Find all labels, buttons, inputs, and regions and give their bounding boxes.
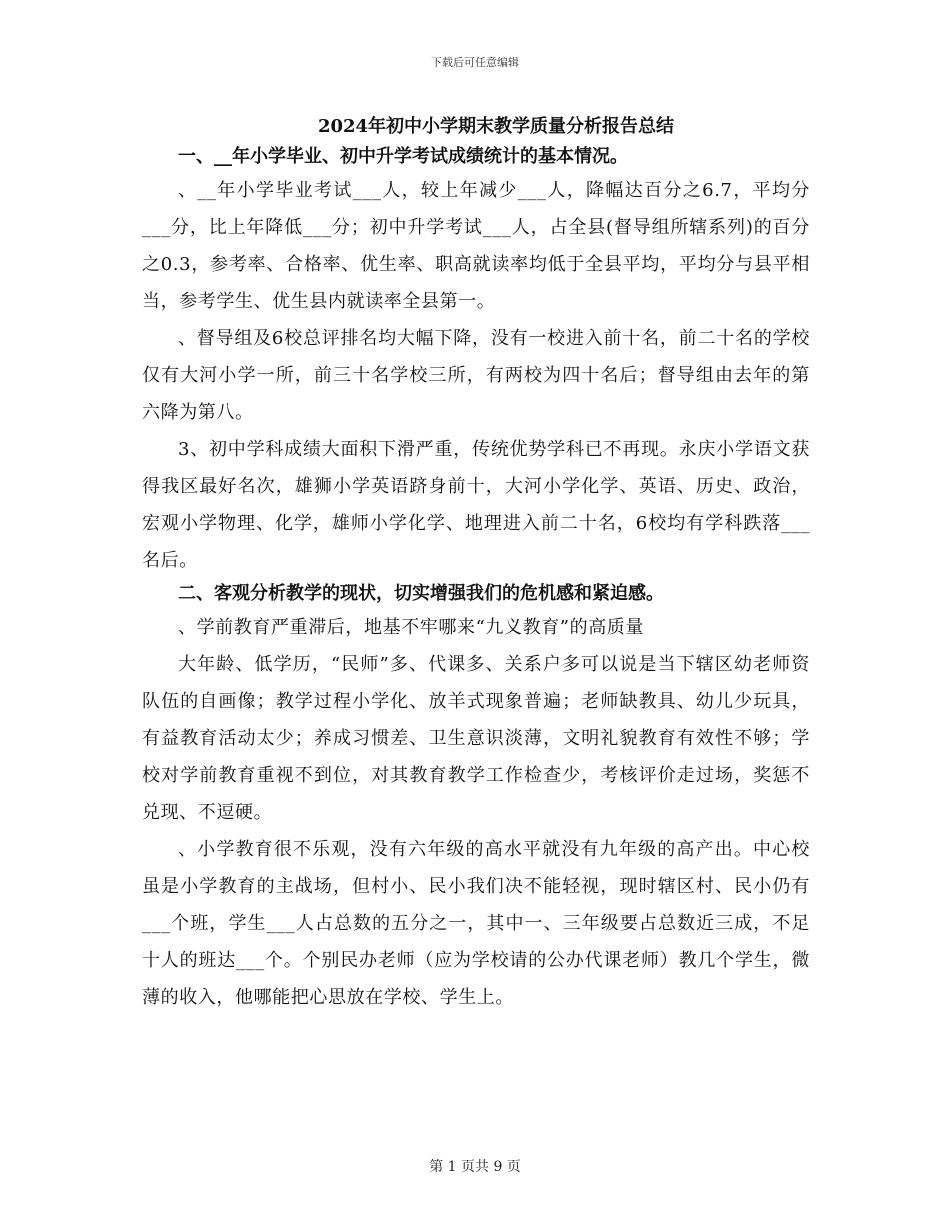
section-heading: 二、客观分析教学的现状，切实增强我们的危机感和紧迫感。 <box>178 583 664 604</box>
section-heading: 一、__年小学毕业、初中升学考试成绩统计的基本情况。 <box>178 146 628 167</box>
paragraph: 、督导组及6校总评排名均大幅下降，没有一校进入前十名，前二十名的学校仅有大河小学一所，前三十名学校三所，有两校为四十名后；督导组由去年的第六降为第八。 <box>142 328 810 423</box>
document-body <box>142 112 810 1016</box>
section-2 <box>142 579 810 1016</box>
paragraph: 、__年小学毕业考试___人，较上年减少___人，降幅达百分之6.7，平均分___分，比上年降低___分；初中升学考试___人，占全县(督导组所辖系列)的百分之0.3，参考率、合格率、优生率、职高就读率均低于全县平均，平均分与县平相当，参考学生、优生县内就读率全县第一。 <box>142 180 810 312</box>
paragraph: 3、初中学科成绩大面积下滑严重，传统优势学科已不再现。永庆小学语文获得我区最好名次，雄狮小学英语跻身前十，大河小学化学、英语、历史、政治，宏观小学物理、化学，雄师小学化学、地理进入前二十名，6校均有学科跌落___名后。 <box>142 439 810 571</box>
document-title: 2024年初中小学期末教学质量分析报告总结 <box>317 116 675 137</box>
page-footer-indicator: 第 1 页共 9 页 <box>429 1159 521 1175</box>
page-header-note: 下载后可任意编辑 <box>431 56 519 69</box>
paragraph: 、小学教育很不乐观，没有六年级的高水平就没有九年级的高产出。中心校虽是小学教育的主战场，但村小、民小我们决不能轻视，现时辖区村、民小仍有___个班，学生___人占总数的五分之一，其中一、三年级要占总数近三成，不足十人的班达___个。个别民办老师（应为学校请的公办代课老师）教几个学生，微薄的收入，他哪能把心思放在学校、学生上。 <box>142 839 810 1008</box>
section-1 <box>142 142 810 579</box>
paragraph: 、学前教育严重滞后，地基不牢哪来“九义教育”的高质量 <box>178 617 645 638</box>
paragraph: 大年龄、低学历，“民师”多、代课多、关系户多可以说是当下辖区幼老师资队伍的自画像；教学过程小学化、放羊式现象普遍；老师缺教具、幼儿少玩具，有益教育活动太少；养成习惯差、卫生意识淡薄，文明礼貌教育有效性不够；学校对学前教育重视不到位，对其教育教学工作检查少，考核评价走过场，奖惩不兑现、不逗硬。 <box>142 654 810 823</box>
